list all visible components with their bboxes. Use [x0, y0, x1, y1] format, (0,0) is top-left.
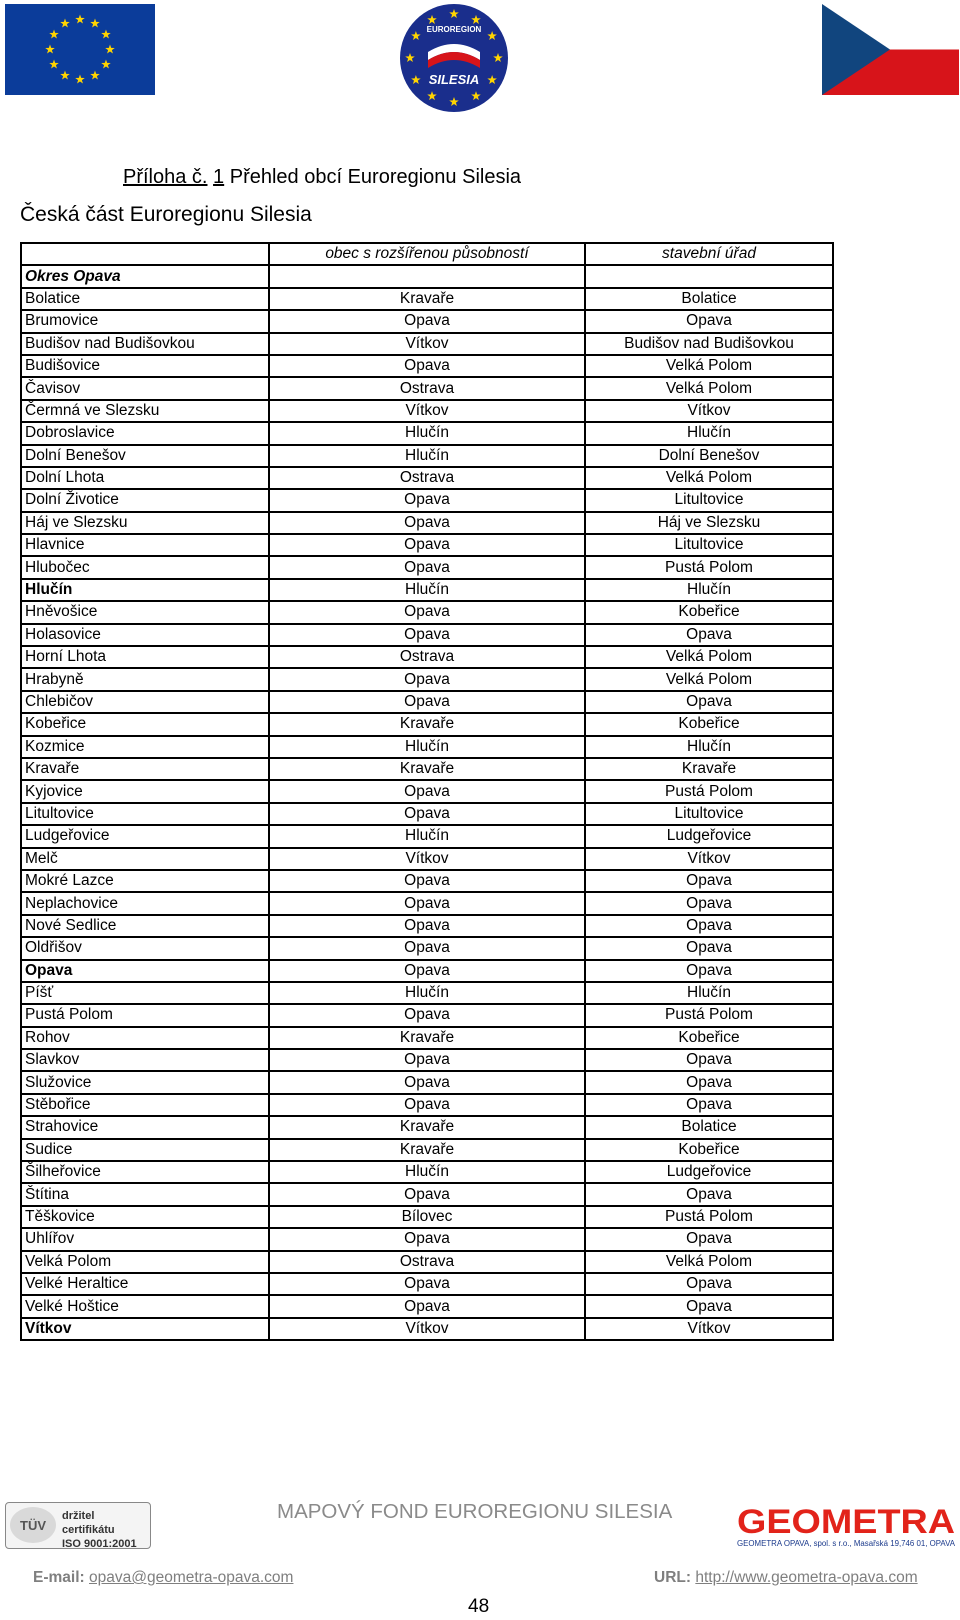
table-row	[21, 1139, 833, 1161]
tuv-logo-icon: TÜV	[10, 1507, 56, 1543]
table-row	[21, 1094, 833, 1116]
municipalities-table	[20, 242, 834, 1341]
table-row	[21, 1004, 833, 1026]
municipality-cell: Těškovice	[21, 1206, 269, 1228]
building-office-cell: Vítkov	[585, 400, 833, 422]
table-row	[21, 333, 833, 355]
municipality-cell: Kobeřice	[21, 713, 269, 735]
orp-cell: Opava	[269, 960, 585, 982]
email-line	[33, 1569, 293, 1587]
url-label: URL:	[654, 1569, 692, 1586]
building-office-cell: Ludgeřovice	[585, 1161, 833, 1183]
table-row	[21, 1295, 833, 1317]
table-row	[21, 400, 833, 422]
tuv-certificate-badge	[5, 1502, 151, 1549]
building-office-cell: Hlučín	[585, 736, 833, 758]
table-row	[21, 960, 833, 982]
municipality-cell: Čermná ve Slezsku	[21, 400, 269, 422]
orp-cell: Opava	[269, 803, 585, 825]
table-row	[21, 825, 833, 847]
municipality-cell: Strahovice	[21, 1116, 269, 1138]
building-office-cell: Vítkov	[585, 848, 833, 870]
municipality-cell: Dolní Lhota	[21, 467, 269, 489]
title-text: Přehled obcí Euroregionu Silesia	[229, 166, 522, 188]
municipality-cell: Horní Lhota	[21, 646, 269, 668]
municipality-cell: Chlebičov	[21, 691, 269, 713]
orp-cell: Ostrava	[269, 377, 585, 399]
building-office-cell: Opava	[585, 937, 833, 959]
municipality-cell: Mokré Lazce	[21, 870, 269, 892]
table-row	[21, 377, 833, 399]
geometra-address: GEOMETRA OPAVA, spol. s r.o., Masařská 19,746 01, OPAVA	[737, 1539, 955, 1548]
table-row	[21, 1183, 833, 1205]
orp-cell: Opava	[269, 1295, 585, 1317]
eu-star-icon	[75, 75, 85, 84]
building-office-cell: Vítkov	[585, 1318, 833, 1340]
url-link[interactable]: http://www.geometra-opava.com	[695, 1569, 918, 1586]
table-row	[21, 892, 833, 914]
orp-cell: Hlučín	[269, 445, 585, 467]
building-office-cell: Opava	[585, 624, 833, 646]
table-row	[21, 624, 833, 646]
table-row	[21, 1071, 833, 1093]
email-link[interactable]: opava@geometra-opava.com	[89, 1569, 294, 1586]
municipality-cell: Štítina	[21, 1183, 269, 1205]
building-office-cell: Hlučín	[585, 982, 833, 1004]
building-office-cell: Dolní Benešov	[585, 445, 833, 467]
eu-stars-icon	[5, 4, 155, 95]
section-label: Okres Opava	[21, 265, 269, 287]
table-row	[21, 1251, 833, 1273]
table-row	[21, 937, 833, 959]
title-prefix: Příloha č.	[123, 166, 208, 188]
orp-cell: Opava	[269, 668, 585, 690]
table-row	[21, 668, 833, 690]
orp-cell: Opava	[269, 1049, 585, 1071]
municipality-cell: Rohov	[21, 1027, 269, 1049]
orp-cell: Kravaře	[269, 1116, 585, 1138]
municipality-cell: Kyjovice	[21, 780, 269, 802]
building-office-cell: Kobeřice	[585, 1027, 833, 1049]
table-row	[21, 736, 833, 758]
orp-cell: Ostrava	[269, 467, 585, 489]
building-office-cell: Opava	[585, 960, 833, 982]
orp-cell: Opava	[269, 1273, 585, 1295]
orp-cell: Hlučín	[269, 1161, 585, 1183]
municipality-cell: Hněvošice	[21, 601, 269, 623]
building-office-cell: Opava	[585, 1228, 833, 1250]
orp-cell: Opava	[269, 534, 585, 556]
building-office-cell: Velká Polom	[585, 668, 833, 690]
table-row	[21, 803, 833, 825]
municipality-cell: Nové Sedlice	[21, 915, 269, 937]
building-office-cell: Litultovice	[585, 489, 833, 511]
building-office-cell: Pustá Polom	[585, 1206, 833, 1228]
building-office-cell: Pustá Polom	[585, 780, 833, 802]
eu-star-icon	[60, 70, 70, 79]
municipality-cell: Hrabyně	[21, 668, 269, 690]
municipality-cell: Kravaře	[21, 758, 269, 780]
eu-star-icon	[49, 30, 59, 39]
building-office-cell: Opava	[585, 915, 833, 937]
building-office-cell: Kobeřice	[585, 1139, 833, 1161]
orp-cell: Hlučín	[269, 736, 585, 758]
orp-cell: Opava	[269, 1183, 585, 1205]
municipality-cell: Budišovice	[21, 355, 269, 377]
url-line	[654, 1569, 918, 1587]
building-office-cell: Ludgeřovice	[585, 825, 833, 847]
building-office-cell: Opava	[585, 310, 833, 332]
municipality-cell: Neplachovice	[21, 892, 269, 914]
table-row	[21, 1116, 833, 1138]
municipality-cell: Slavkov	[21, 1049, 269, 1071]
orp-cell: Kravaře	[269, 713, 585, 735]
orp-cell: Opava	[269, 1094, 585, 1116]
municipality-cell: Melč	[21, 848, 269, 870]
building-office-cell: Kobeřice	[585, 601, 833, 623]
table-row	[21, 489, 833, 511]
table-row	[21, 1049, 833, 1071]
orp-cell: Opava	[269, 1004, 585, 1026]
orp-cell: Opava	[269, 780, 585, 802]
orp-cell: Vítkov	[269, 1318, 585, 1340]
euroregion-silesia-logo	[398, 2, 510, 114]
orp-cell: Hlučín	[269, 422, 585, 444]
table-row	[21, 1027, 833, 1049]
table-row	[21, 534, 833, 556]
municipality-cell: Háj ve Slezsku	[21, 512, 269, 534]
eu-star-icon	[90, 70, 100, 79]
table-row	[21, 445, 833, 467]
building-office-cell: Háj ve Slezsku	[585, 512, 833, 534]
municipality-cell: Velká Polom	[21, 1251, 269, 1273]
column-header-stavebni-urad: stavební úřad	[585, 243, 833, 265]
czech-flag-logo	[822, 4, 959, 95]
municipality-cell: Opava	[21, 960, 269, 982]
orp-cell: Opava	[269, 624, 585, 646]
building-office-cell: Opava	[585, 1183, 833, 1205]
table-row	[21, 758, 833, 780]
municipality-cell: Bolatice	[21, 288, 269, 310]
orp-cell: Opava	[269, 870, 585, 892]
document-subtitle: Česká část Euroregionu Silesia	[20, 203, 312, 226]
orp-cell: Hlučín	[269, 579, 585, 601]
eu-star-icon	[90, 19, 100, 28]
municipality-cell: Píšť	[21, 982, 269, 1004]
table-row	[21, 1273, 833, 1295]
table-row	[21, 601, 833, 623]
tuv-line-1: držitel certifikátu	[62, 1510, 115, 1536]
orp-cell: Kravaře	[269, 1139, 585, 1161]
table-row	[21, 848, 833, 870]
table-row	[21, 691, 833, 713]
building-office-cell: Litultovice	[585, 803, 833, 825]
municipality-cell: Služovice	[21, 1071, 269, 1093]
eu-star-icon	[101, 60, 111, 69]
tuv-certificate-text	[62, 1509, 150, 1551]
table-row	[21, 310, 833, 332]
eu-star-icon	[105, 45, 115, 54]
building-office-cell: Opava	[585, 1094, 833, 1116]
orp-cell: Hlučín	[269, 825, 585, 847]
orp-cell: Ostrava	[269, 646, 585, 668]
orp-cell: Opava	[269, 512, 585, 534]
map-fund-title: MAPOVÝ FOND EUROREGIONU SILESIA	[277, 1500, 673, 1523]
municipality-cell: Kozmice	[21, 736, 269, 758]
table-row	[21, 1161, 833, 1183]
building-office-cell: Opava	[585, 1273, 833, 1295]
building-office-cell: Litultovice	[585, 534, 833, 556]
building-office-cell: Bolatice	[585, 288, 833, 310]
logo-silesia-text: SILESIA	[428, 72, 480, 87]
municipality-cell: Velké Hoštice	[21, 1295, 269, 1317]
eu-star-icon	[75, 15, 85, 24]
orp-cell: Opava	[269, 937, 585, 959]
table-row	[21, 288, 833, 310]
municipality-cell: Ludgeřovice	[21, 825, 269, 847]
municipality-cell: Litultovice	[21, 803, 269, 825]
geometra-name: GEOMETRA	[737, 1503, 955, 1541]
table-row	[21, 512, 833, 534]
document-title	[123, 166, 521, 189]
table-row	[21, 780, 833, 802]
municipality-cell: Stěbořice	[21, 1094, 269, 1116]
municipality-cell: Velké Heraltice	[21, 1273, 269, 1295]
orp-cell: Ostrava	[269, 1251, 585, 1273]
section-empty-cell	[269, 265, 585, 287]
table-row	[21, 1228, 833, 1250]
orp-cell: Opava	[269, 489, 585, 511]
building-office-cell: Opava	[585, 1295, 833, 1317]
eu-star-icon	[45, 45, 55, 54]
table-header-row	[21, 243, 833, 265]
building-office-cell: Pustá Polom	[585, 1004, 833, 1026]
orp-cell: Opava	[269, 691, 585, 713]
table-row	[21, 1318, 833, 1340]
table-row	[21, 1206, 833, 1228]
table-row	[21, 646, 833, 668]
building-office-cell: Opava	[585, 691, 833, 713]
table-row	[21, 982, 833, 1004]
orp-cell: Opava	[269, 915, 585, 937]
building-office-cell: Velká Polom	[585, 467, 833, 489]
municipality-cell: Hlavnice	[21, 534, 269, 556]
building-office-cell: Opava	[585, 892, 833, 914]
municipality-cell: Brumovice	[21, 310, 269, 332]
building-office-cell: Velká Polom	[585, 377, 833, 399]
municipality-cell: Dobroslavice	[21, 422, 269, 444]
orp-cell: Hlučín	[269, 982, 585, 1004]
building-office-cell: Budišov nad Budišovkou	[585, 333, 833, 355]
municipality-cell: Vítkov	[21, 1318, 269, 1340]
municipality-cell: Uhlířov	[21, 1228, 269, 1250]
building-office-cell: Pustá Polom	[585, 556, 833, 578]
building-office-cell: Hlučín	[585, 422, 833, 444]
table-row	[21, 422, 833, 444]
eu-star-icon	[101, 30, 111, 39]
table-row	[21, 915, 833, 937]
eu-star-icon	[49, 60, 59, 69]
building-office-cell: Opava	[585, 1049, 833, 1071]
section-row	[21, 265, 833, 287]
municipality-cell: Pustá Polom	[21, 1004, 269, 1026]
municipality-cell: Šilheřovice	[21, 1161, 269, 1183]
orp-cell: Vítkov	[269, 848, 585, 870]
municipality-cell: Budišov nad Budišovkou	[21, 333, 269, 355]
title-number: 1	[213, 166, 225, 188]
tuv-line-2: ISO 9001:2001	[62, 1538, 137, 1550]
building-office-cell: Velká Polom	[585, 355, 833, 377]
geometra-logo	[737, 1500, 955, 1548]
page-number: 48	[468, 1596, 490, 1617]
orp-cell: Opava	[269, 556, 585, 578]
municipality-cell: Oldřišov	[21, 937, 269, 959]
orp-cell: Opava	[269, 310, 585, 332]
orp-cell: Opava	[269, 892, 585, 914]
municipality-cell: Čavisov	[21, 377, 269, 399]
orp-cell: Bílovec	[269, 1206, 585, 1228]
table-row	[21, 355, 833, 377]
orp-cell: Vítkov	[269, 400, 585, 422]
orp-cell: Kravaře	[269, 1027, 585, 1049]
municipality-cell: Hlubočec	[21, 556, 269, 578]
building-office-cell: Opava	[585, 870, 833, 892]
municipality-cell: Hlučín	[21, 579, 269, 601]
building-office-cell: Kobeřice	[585, 713, 833, 735]
building-office-cell: Velká Polom	[585, 1251, 833, 1273]
orp-cell: Vítkov	[269, 333, 585, 355]
table-row	[21, 467, 833, 489]
municipality-cell: Dolní Benešov	[21, 445, 269, 467]
building-office-cell: Kravaře	[585, 758, 833, 780]
logo-ring-text: EUROREGION	[426, 25, 482, 34]
column-header-obec	[21, 243, 269, 265]
municipality-cell: Holasovice	[21, 624, 269, 646]
eu-flag-logo	[5, 4, 155, 95]
orp-cell: Kravaře	[269, 288, 585, 310]
building-office-cell: Bolatice	[585, 1116, 833, 1138]
building-office-cell: Hlučín	[585, 579, 833, 601]
orp-cell: Opava	[269, 355, 585, 377]
table-row	[21, 556, 833, 578]
orp-cell: Opava	[269, 1071, 585, 1093]
eu-star-icon	[60, 19, 70, 28]
municipality-cell: Dolní Životice	[21, 489, 269, 511]
orp-cell: Opava	[269, 1228, 585, 1250]
table-row	[21, 579, 833, 601]
section-empty-cell	[585, 265, 833, 287]
municipality-cell: Sudice	[21, 1139, 269, 1161]
email-label: E-mail:	[33, 1569, 85, 1586]
orp-cell: Kravaře	[269, 758, 585, 780]
column-header-orp: obec s rozšířenou působností	[269, 243, 585, 265]
building-office-cell: Opava	[585, 1071, 833, 1093]
table-row	[21, 713, 833, 735]
orp-cell: Opava	[269, 601, 585, 623]
building-office-cell: Velká Polom	[585, 646, 833, 668]
table-row	[21, 870, 833, 892]
